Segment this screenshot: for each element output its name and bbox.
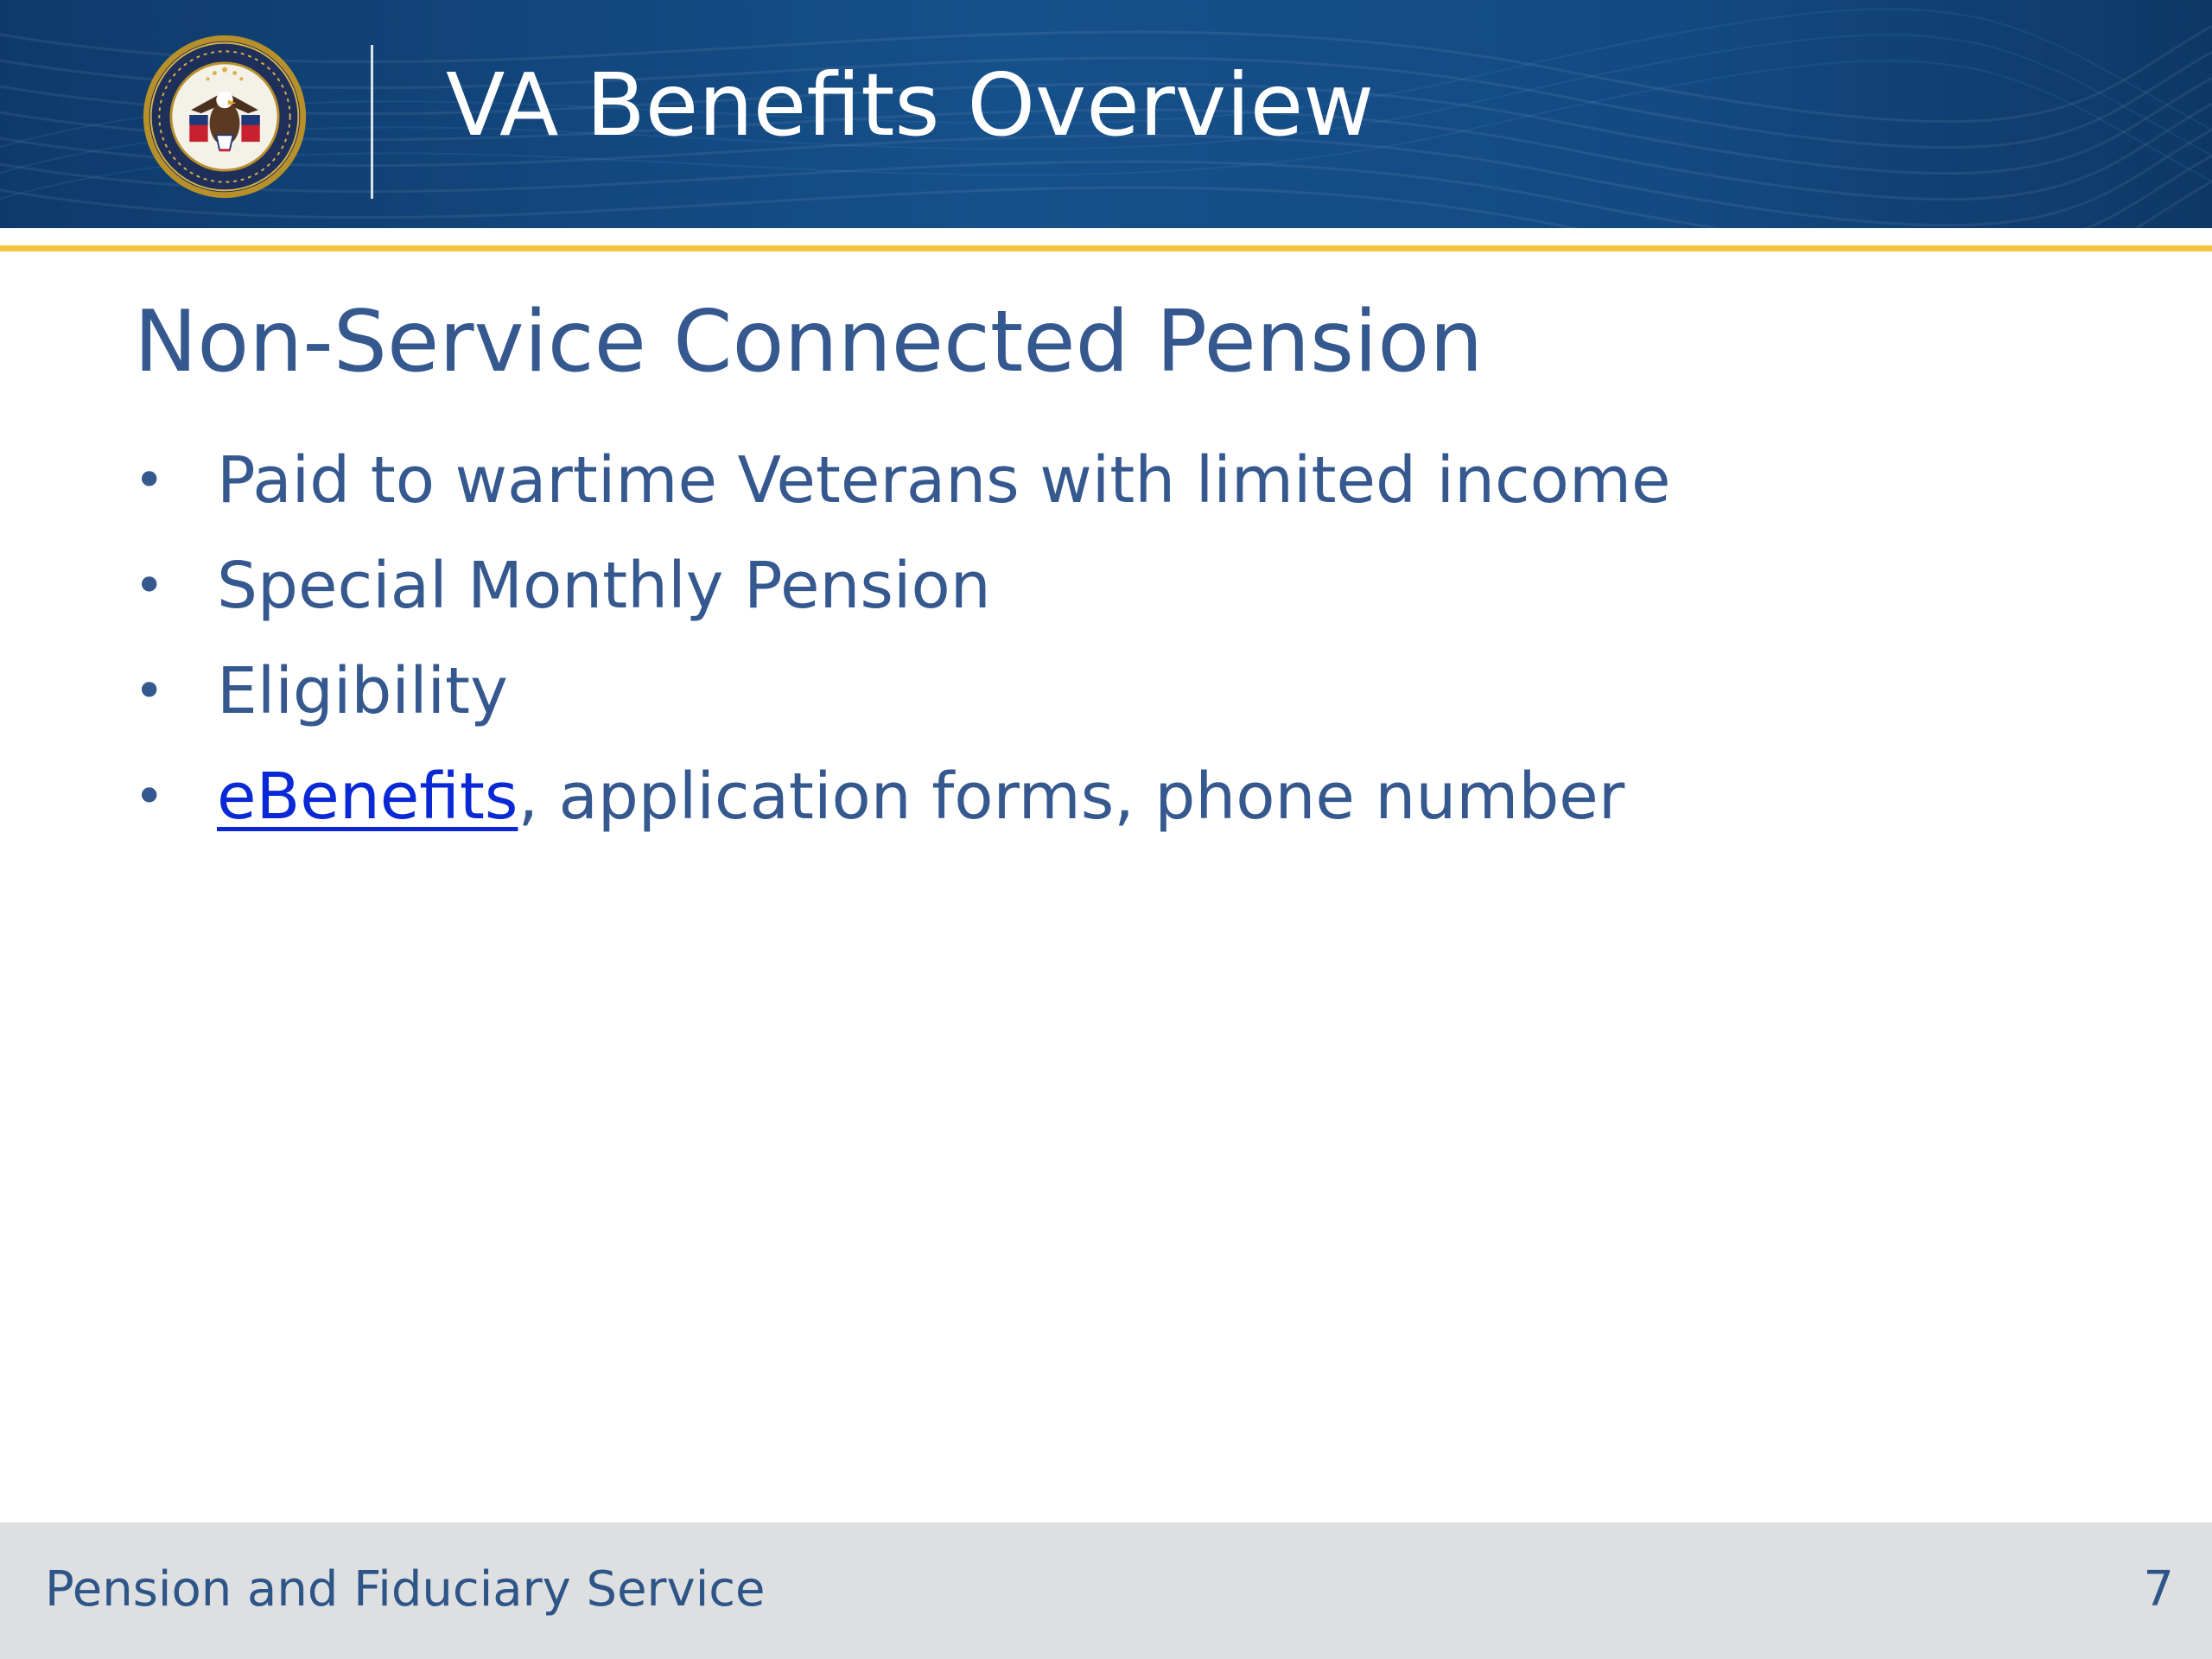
bullet-text: Paid to wartime Veterans with limited income xyxy=(217,443,1671,518)
slide-footer xyxy=(0,1522,2212,1659)
bullet-text: , application forms, phone number xyxy=(518,760,1625,834)
gold-accent-rule xyxy=(0,245,2212,251)
bullet-text: Special Monthly Pension xyxy=(217,549,991,623)
slide-header xyxy=(0,0,2212,228)
bullet-text: Eligibility xyxy=(217,654,508,728)
slide-title: Non-Service Connected Pension xyxy=(134,293,1484,391)
bullet-dot-icon: • xyxy=(134,766,165,827)
bullet-dot-icon: • xyxy=(134,450,165,511)
footer-text: Pension and Fiduciary Service xyxy=(45,1561,766,1618)
bullet-item xyxy=(134,436,2035,542)
bullet-list xyxy=(134,436,2035,858)
bullet-item xyxy=(134,647,2035,753)
ebenefits-link[interactable]: eBenefits xyxy=(217,760,518,834)
page-number: 7 xyxy=(2143,1561,2174,1618)
header-title: VA Benefits Overview xyxy=(446,54,1375,156)
va-seal-icon xyxy=(141,33,308,200)
bullet-dot-icon: • xyxy=(134,556,165,616)
header-divider xyxy=(371,45,373,199)
bullet-dot-icon: • xyxy=(134,661,165,721)
bullet-item xyxy=(134,542,2035,647)
bullet-item xyxy=(134,753,2035,858)
